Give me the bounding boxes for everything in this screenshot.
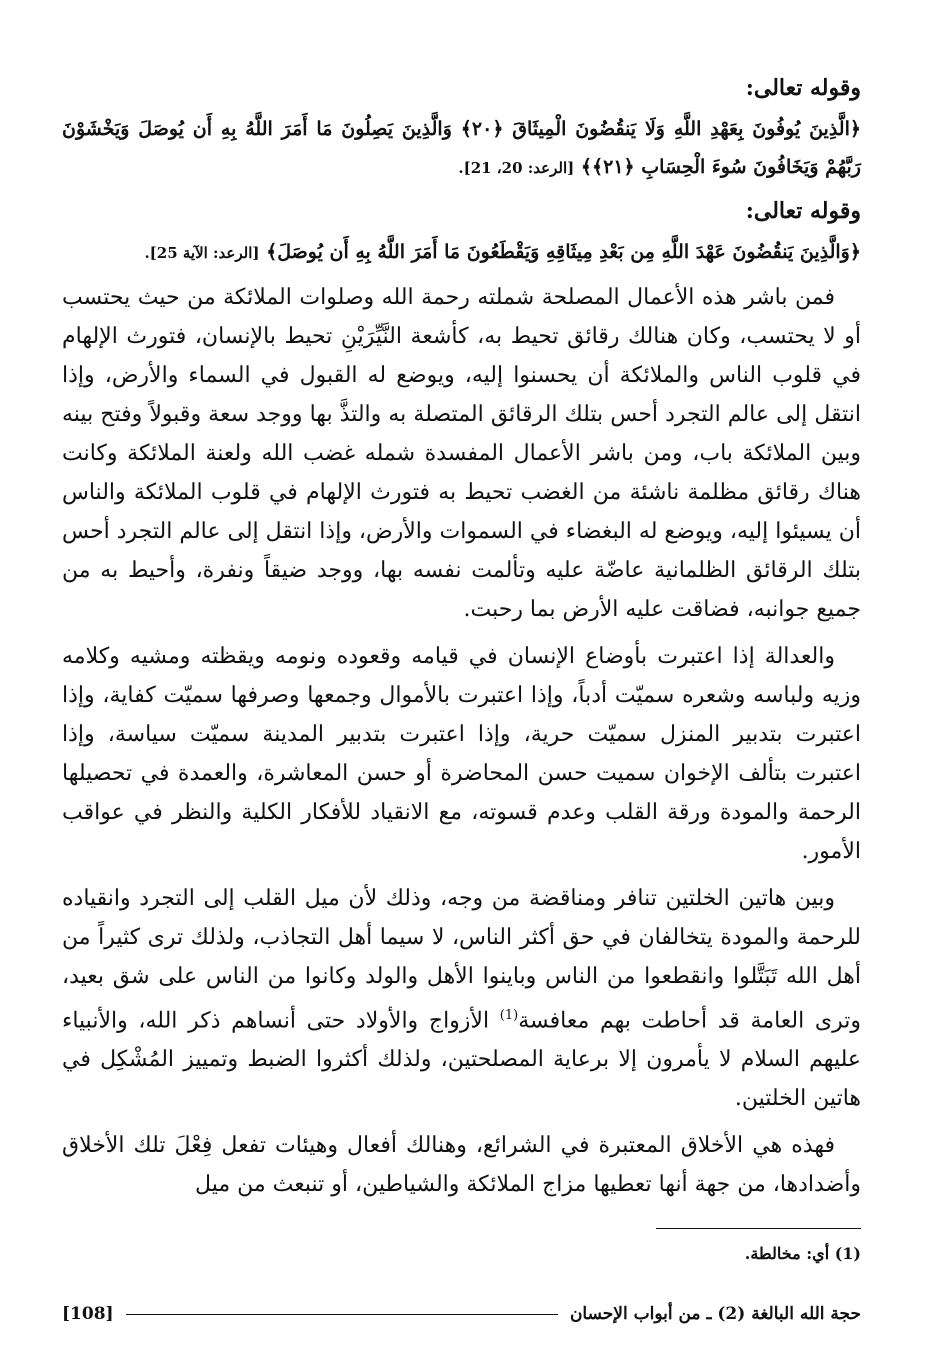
page-body — [62, 70, 861, 1212]
verse-intro-1: وقوله تعالى: — [745, 75, 861, 101]
footer-rule — [126, 1314, 558, 1315]
page-number: [108] — [62, 1304, 114, 1324]
paragraph-1: فمن باشر هذه الأعمال المصلحة شملته رحمة الله وصلوات الملائكة من حيث يحتسب أو لا يحتسب، وكان هنالك رقائق تحيط به، كأشعة النَّيِّرَيْنِ تحيط بالإنسان، فتورث الإلهام في قلوب الناس والملائكة أن يحسنوا إليه، ويوضع له القبول في السماء والأرض، وإذا انتقل إلى عالم التجرد أحس بتلك الرقائق المتصلة به والتذَّ بها ووجد سعة وقبولاً وفتح بينه وبين الملائكة باب، ومن باشر الأعمال المفسدة شمله غضب الله ولعنة الملائكة وكانت هناك رقائق مظلمة ناشئة من الغضب تحيط به فتورث الإلهام في قلوب الملائكة والناس أن يسيئوا إليه، ويوضع له البغضاء في السموات والأرض، وإذا انتقل إلى عالم التجرد أحس بتلك الرقائق الظلمانية عاضّة عليه وتألمت نفسه بها، ووجد ضيقاً ونفرة، وأحيط به من جميع جوانبه، فضاقت عليه الأرض بما رحبت. — [61, 285, 862, 622]
verse-intro-2: وقوله تعالى: — [745, 198, 861, 224]
verse-2-reference: [الرعد: الآية 25]. — [144, 244, 260, 262]
verse-1-text: ﴿الَّذِينَ يُوفُونَ بِعَهْدِ اللَّهِ وَلَا يَنقُضُونَ الْمِيثَاقَ ﴿٢٠﴾ وَالَّذِينَ يَصِلُونَ مَا أَمَرَ اللَّهُ بِهِ أَن يُوصَلَ وَيَخْشَوْنَ رَبَّهُمْ وَيَخَافُونَ سُوءَ الْحِسَابِ ﴿٢١﴾﴾ — [62, 118, 862, 178]
paragraph-3 — [62, 879, 861, 1118]
paragraph-3-tail: الأزواج والأولاد حتى أنساهم ذكر الله، والأنبياء عليهم السلام لا يأمرون إلا برعاية المصلحتين، ولذلك أكثروا الضبط وتمييز المُشْكِل في هاتين الخلتين. — [62, 1008, 861, 1112]
running-footer — [62, 1304, 861, 1324]
footnote-marker: (1) — [499, 1008, 519, 1023]
verse-1-reference: [الرعد: 20، 21]. — [458, 159, 575, 177]
footnote: (1) أي: مخالطة. — [744, 1244, 861, 1263]
footnote-separator — [656, 1228, 861, 1229]
paragraph-2: والعدالة إذا اعتبرت بأوضاع الإنسان في قيامه وقعوده ونومه ويقظته ومشيه وكلامه وزيه ولباسه وشعره سميّت أدباً، وإذا اعتبرت بالأموال وجمعها وصرفها سميّت كفاية، وإذا اعتبرت بتدبير المنزل سميّت حرية، وإذا اعتبرت بتدبير المدينة سميّت سياسة، وإذا اعتبرت بتألف الإخوان سميت حسن المحاضرة أو حسن المعاشرة، والعمدة في تحصيلها الرحمة والمودة ورقة القلب وعدم قسوته، مع الانقياد للأفكار الكلية والنظر في عواقب الأمور. — [62, 644, 861, 864]
paragraph-3-text: وبين هاتين الخلتين تنافر ومناقضة من وجه، وذلك لأن ميل القلب إلى التجرد وانقياده للرحمة والمودة يتخالفان في حق أكثر الناس، لا سيما أهل التجاذب، ولذلك ترى كثيراً من أهل الله تَبَتَّلوا وانقطعوا من الناس وباينوا الأهل والولد وكانوا من الناس على شق بعيد، وترى العامة قد أحاطت بهم معافسة — [62, 886, 861, 1034]
footer-title: حجة الله البالغة (2) ـ من أبواب الإحسان — [569, 1304, 861, 1324]
paragraph-4: فهذه هي الأخلاق المعتبرة في الشرائع، وهنالك أفعال وهيئات تفعل فِعْلَ تلك الأخلاق وأضدادها، من جهة أنها تعطيها مزاج الملائكة والشياطين، أو تنبعث من ميل — [62, 1133, 861, 1198]
quran-verse-1 — [62, 110, 861, 187]
quran-verse-2 — [62, 233, 861, 272]
verse-2-text: ﴿وَالَّذِينَ يَنقُضُونَ عَهْدَ اللَّهِ مِن بَعْدِ مِيثَاقِهِ وَيَقْطَعُونَ مَا أَمَرَ اللَّهُ بِهِ أَن يُوصَلَ﴾ — [266, 241, 861, 263]
